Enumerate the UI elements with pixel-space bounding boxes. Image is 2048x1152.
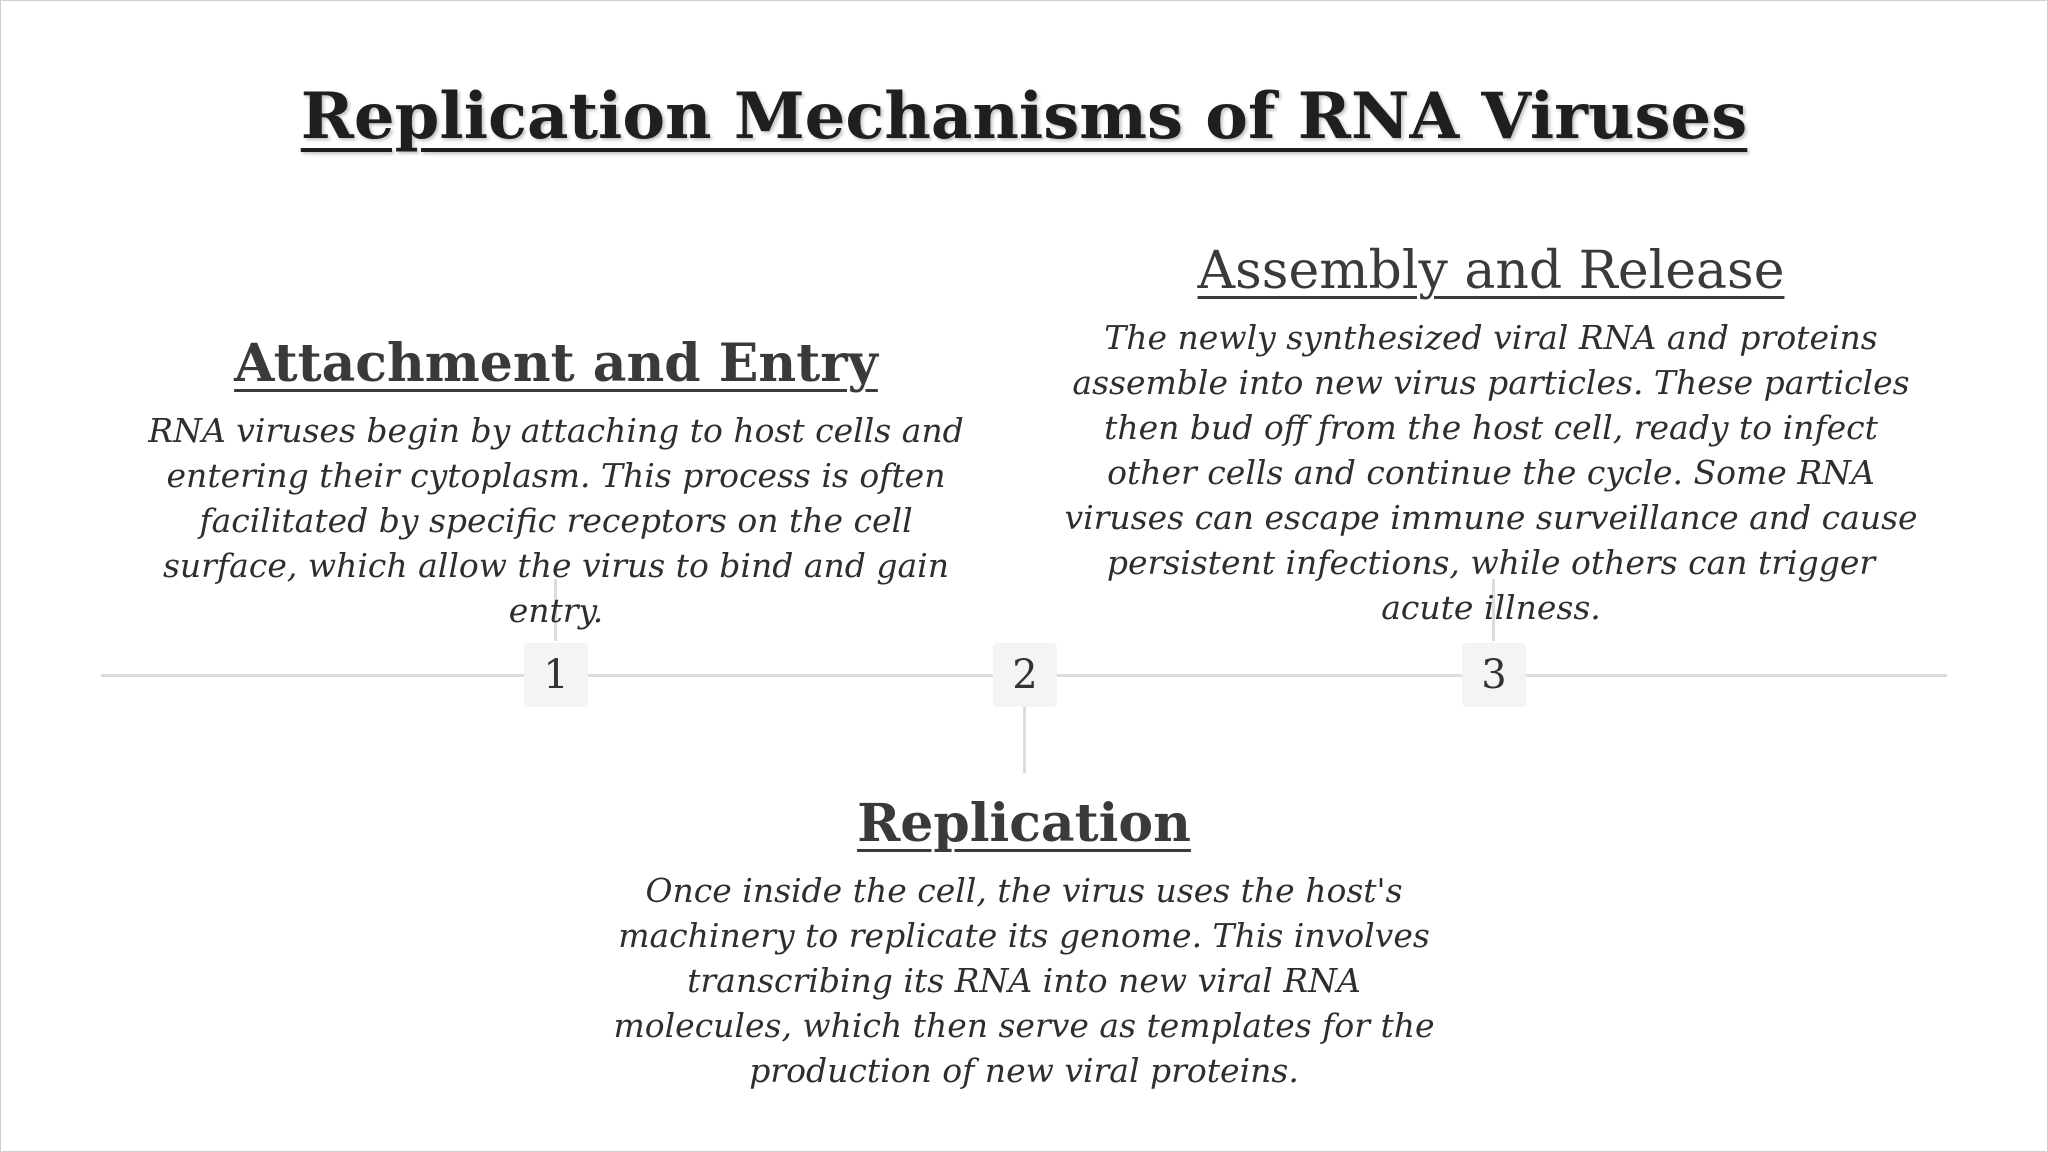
step-block-attachment: [131, 333, 981, 633]
step-number-1: 1: [543, 652, 569, 698]
step-heading-assembly: Assembly and Release: [1197, 241, 1785, 301]
step-block-assembly: [1061, 241, 1921, 630]
slide-title: Replication Mechanisms of RNA Viruses: [300, 79, 1748, 154]
step-block-replication: [601, 793, 1447, 1093]
step-marker-3: [1462, 643, 1526, 707]
step-number-2: 2: [1012, 652, 1038, 698]
step-body-assembly: The newly synthesized viral RNA and proteins assemble into new virus particles. These particles then bud off from the host cell, ready to infect other cells and continue the cycle. Some RNA viruses can escape immune surveillance and cause persistent infections, while others can trigger acute illness.: [1064, 318, 1918, 627]
step-number-3: 3: [1481, 652, 1507, 698]
step-heading-attachment: Attachment and Entry: [234, 333, 878, 394]
connector-step-2: [1023, 707, 1026, 773]
step-body-replication: Once inside the cell, the virus uses the host's machinery to replicate its genome. This involves transcribing its RNA into new viral RNA molecules, which then serve as templates for the production of new viral proteins.: [613, 871, 1435, 1090]
step-heading-replication: Replication: [857, 793, 1191, 854]
step-body-attachment: RNA viruses begin by attaching to host cells and entering their cytoplasm. This process is often facilitated by specific receptors on the cell surface, which allow the virus to bind and gain entry.: [148, 411, 964, 630]
step-marker-1: [524, 643, 588, 707]
step-marker-2: [993, 643, 1057, 707]
